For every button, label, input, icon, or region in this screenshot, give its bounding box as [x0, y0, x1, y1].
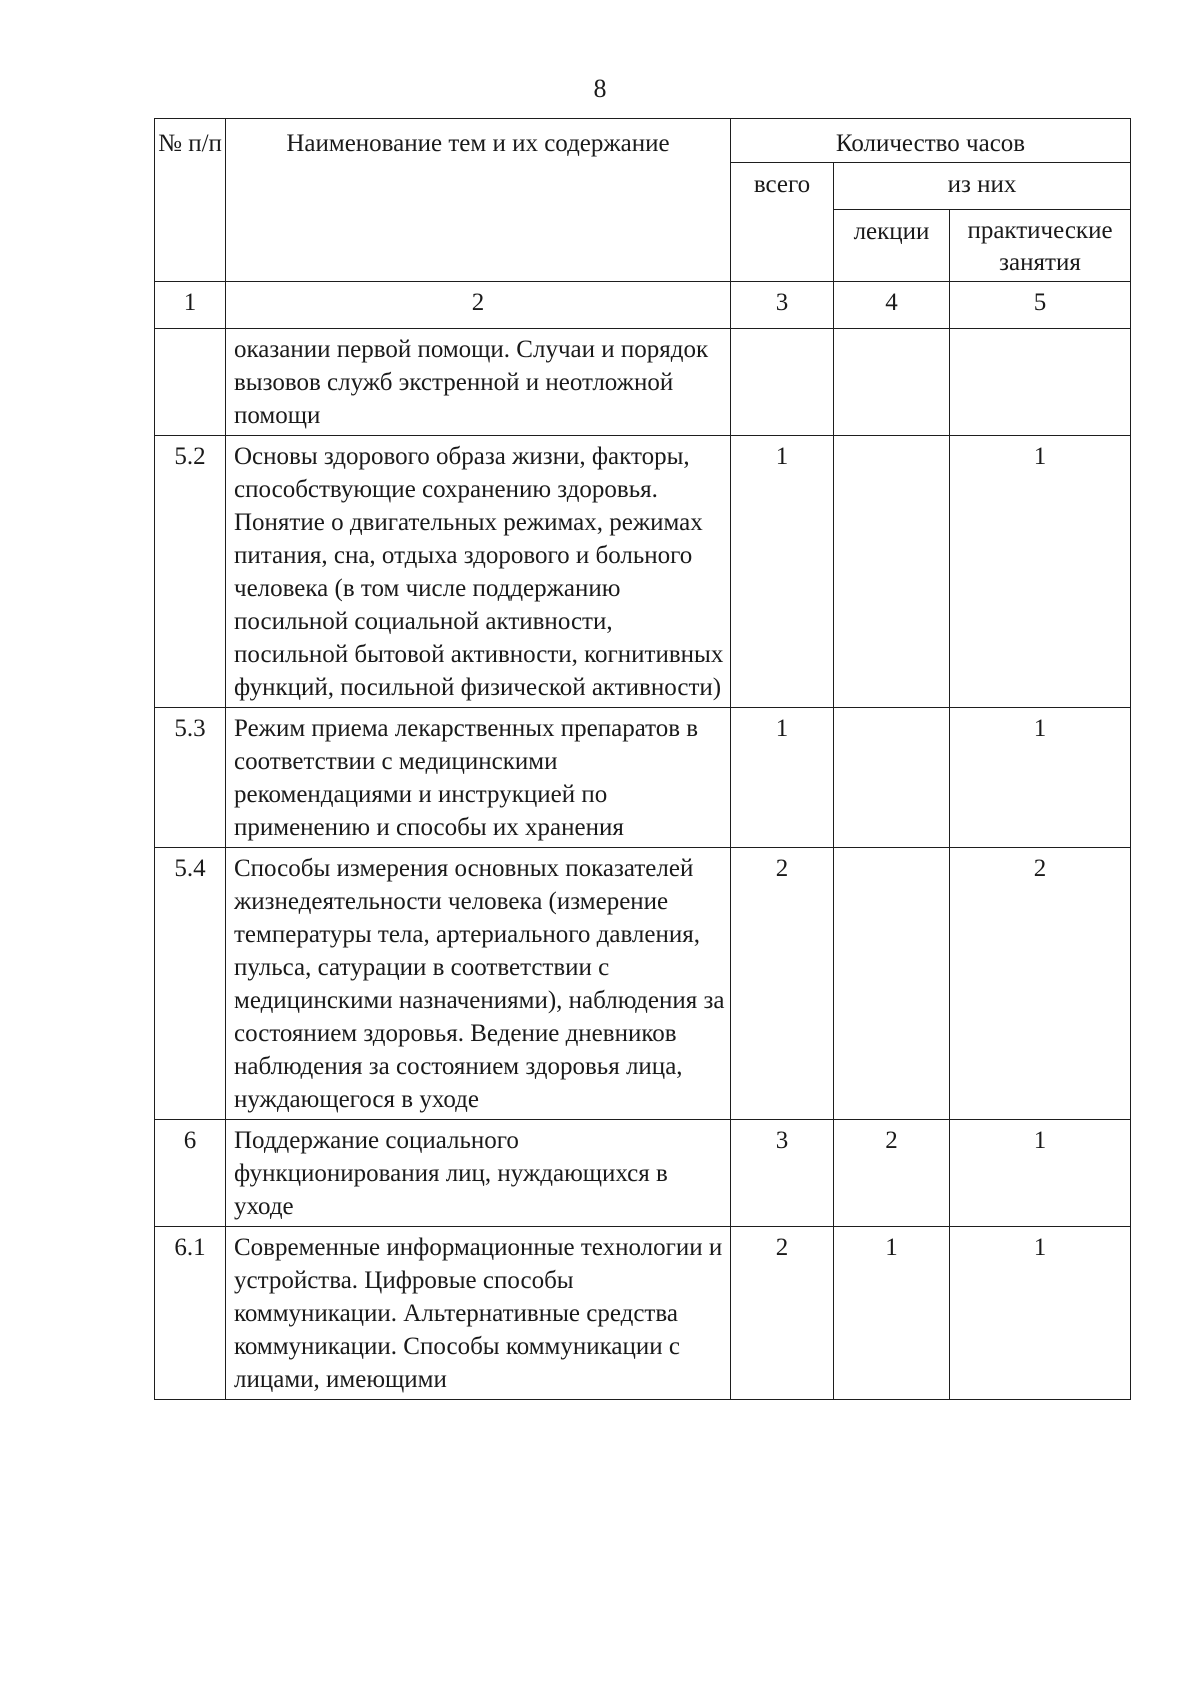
column-number: 2 [226, 282, 731, 329]
table-row [155, 436, 1131, 708]
row-total: 1 [731, 708, 834, 848]
header-lectures: лекции [834, 210, 950, 282]
row-number: 5.3 [155, 708, 226, 848]
table-row [155, 1227, 1131, 1400]
row-practical: 2 [950, 848, 1131, 1120]
row-number: 6.1 [155, 1227, 226, 1400]
row-total: 3 [731, 1120, 834, 1227]
row-number: 6 [155, 1120, 226, 1227]
page-number: 8 [593, 74, 607, 103]
row-topic: Поддержание социального функционирования лиц, нуждающихся в уходе [226, 1120, 731, 1227]
row-lectures [834, 848, 950, 1120]
row-lectures: 2 [834, 1120, 950, 1227]
header-number: № п/п [155, 119, 226, 282]
header-hours: Количество часов [731, 119, 1131, 163]
header-practical: практические занятия [950, 210, 1131, 282]
header-topic-name: Наименование тем и их содержание [226, 119, 731, 282]
column-number-row [155, 282, 1131, 329]
row-practical [950, 329, 1131, 436]
row-topic: Способы измерения основных показателей жизнедеятельности человека (измерение температуры тела, артериального давления, пульса, сатурации в соответствии с медицинскими назначениями), наблюдения за состоянием здоровья. Ведение дневников наблюдения за состоянием здоровья лица, нуждающегося в уходе [226, 848, 731, 1120]
column-number: 5 [950, 282, 1131, 329]
table-row [155, 848, 1131, 1120]
row-number: 5.2 [155, 436, 226, 708]
row-lectures [834, 436, 950, 708]
table-row [155, 1120, 1131, 1227]
column-number: 4 [834, 282, 950, 329]
column-number: 1 [155, 282, 226, 329]
row-total [731, 329, 834, 436]
row-topic: Современные информационные технологии и устройства. Цифровые способы коммуникации. Альтернативные средства коммуникации. Способы коммуникации с лицами, имеющими [226, 1227, 731, 1400]
row-number [155, 329, 226, 436]
header-row-1 [155, 119, 1131, 163]
row-number: 5.4 [155, 848, 226, 1120]
row-topic: оказании первой помощи. Случаи и порядок вызовов служб экстренной и неотложной помощи [226, 329, 731, 436]
row-practical: 1 [950, 1120, 1131, 1227]
row-total: 2 [731, 848, 834, 1120]
row-lectures [834, 329, 950, 436]
table-row [155, 329, 1131, 436]
row-lectures: 1 [834, 1227, 950, 1400]
row-topic: Режим приема лекарственных препаратов в соответствии с медицинскими рекомендациями и инструкцией по применению и способы их хранения [226, 708, 731, 848]
row-practical: 1 [950, 436, 1131, 708]
row-practical: 1 [950, 1227, 1131, 1400]
row-practical: 1 [950, 708, 1131, 848]
column-number: 3 [731, 282, 834, 329]
row-lectures [834, 708, 950, 848]
row-total: 1 [731, 436, 834, 708]
header-total: всего [731, 163, 834, 282]
row-total: 2 [731, 1227, 834, 1400]
table-row [155, 708, 1131, 848]
hours-table [154, 118, 1131, 1400]
header-of-them: из них [834, 163, 1131, 210]
row-topic: Основы здорового образа жизни, факторы, способствующие сохранению здоровья. Понятие о двигательных режимах, режимах питания, сна, отдыха здорового и больного человека (в том числе поддержанию посильной социальной активности, посильной бытовой активности, когнитивных функций, посильной физической активности) [226, 436, 731, 708]
